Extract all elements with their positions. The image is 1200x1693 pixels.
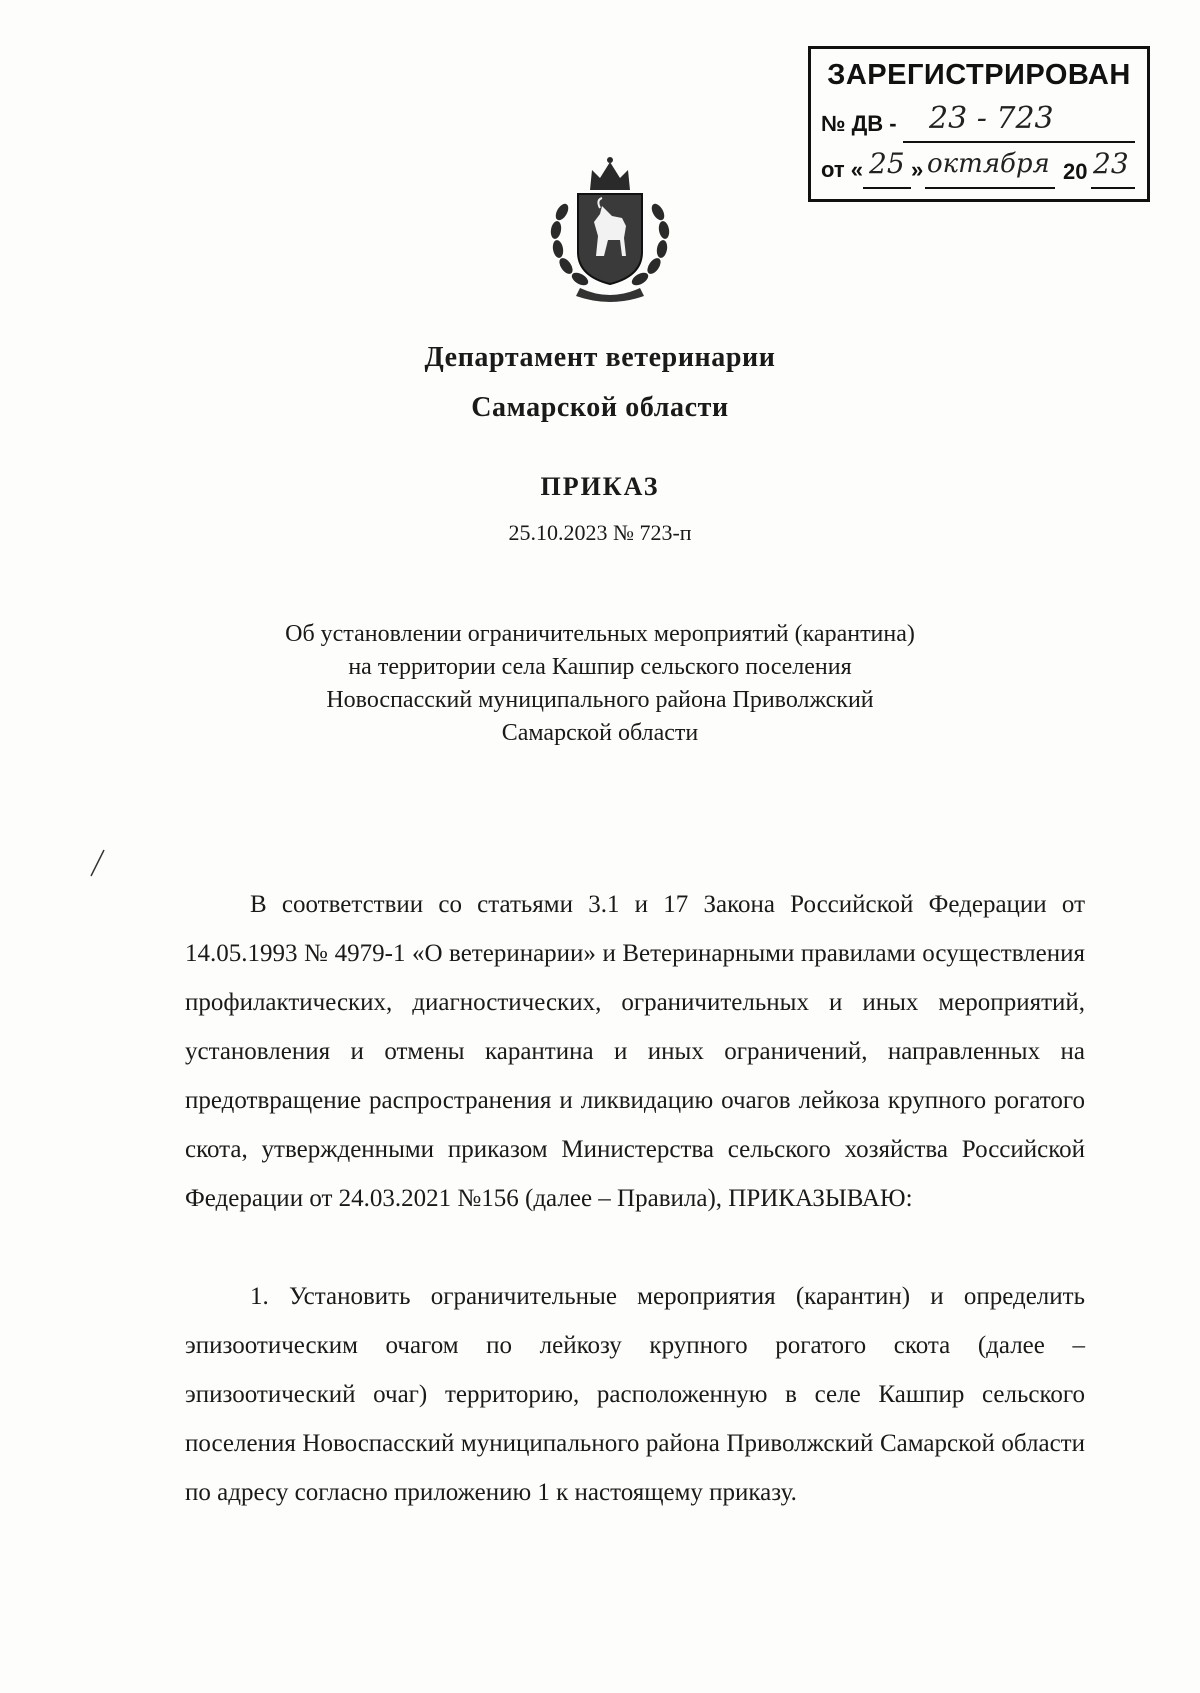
stamp-year-prefix: 20 — [1063, 159, 1088, 184]
stamp-year-handwritten: 23 — [1093, 147, 1129, 180]
stamp-day-line — [863, 187, 911, 189]
registration-stamp — [808, 46, 1150, 202]
subject-line1: Об установлении ограничительных мероприятий (карантина) — [285, 621, 915, 647]
subject-line2: на территории села Кашпир сельского поселения — [348, 654, 852, 680]
department-name-line2: Самарской области — [471, 392, 729, 423]
preamble-text: В соответствии со статьями 3.1 и 17 Закона Российской Федерации от 14.05.1993 № 4979-1 «О ветеринарии» и Ветеринарными правилами осуществления профилактических, диагностических, ограничительных и иных мероприятий, установления и отмены карантина и иных ограничений, направленных на предотвращение распространения и ликвидацию очагов лейкоза крупного рогатого скота, утвержденными приказом Министерства сельского хозяйства Российской Федерации от 24.03.2021 №156 (далее – Правила), ПРИКАЗЫВАЮ: — [185, 891, 1085, 1212]
coat-of-arms-emblem — [540, 152, 680, 302]
preamble-paragraph — [185, 880, 1085, 1223]
subject-line4: Самарской области — [501, 720, 699, 746]
stamp-day-handwritten: 25 — [869, 147, 905, 180]
stamp-number-line — [903, 141, 1135, 143]
stamp-date-quote: » — [911, 157, 924, 182]
item-1-paragraph — [185, 1272, 1085, 1517]
document-type-title: ПРИКАЗ — [540, 472, 660, 501]
document-date-number: 25.10.2023 № 723-п — [508, 520, 692, 545]
stamp-month-line — [925, 187, 1055, 189]
stamp-date-label: от « — [821, 157, 864, 182]
margin-tick-mark — [88, 848, 108, 878]
stamp-month-handwritten: октября — [927, 149, 1050, 179]
stamp-number-handwritten: 23 - 723 — [929, 101, 1054, 136]
stamp-year-line — [1091, 187, 1135, 189]
subject-line3: Новоспасский муниципального района Приволжский — [326, 687, 874, 713]
item-1-text: 1. Установить ограничительные мероприятия (карантин) и определить эпизоотическим очагом по лейкозу крупного рогатого скота (далее – эпизоотический очаг) территорию, расположенную в селе Кашпир сельского поселения Новоспасский муниципального района Приволжский Самарской области по адресу согласно приложению 1 к настоящему приказу. — [185, 1283, 1085, 1506]
department-name-line1: Департамент ветеринарии — [424, 342, 776, 373]
stamp-title: ЗАРЕГИСТРИРОВАН — [827, 59, 1131, 91]
stamp-number-label: № ДВ - — [821, 111, 897, 136]
